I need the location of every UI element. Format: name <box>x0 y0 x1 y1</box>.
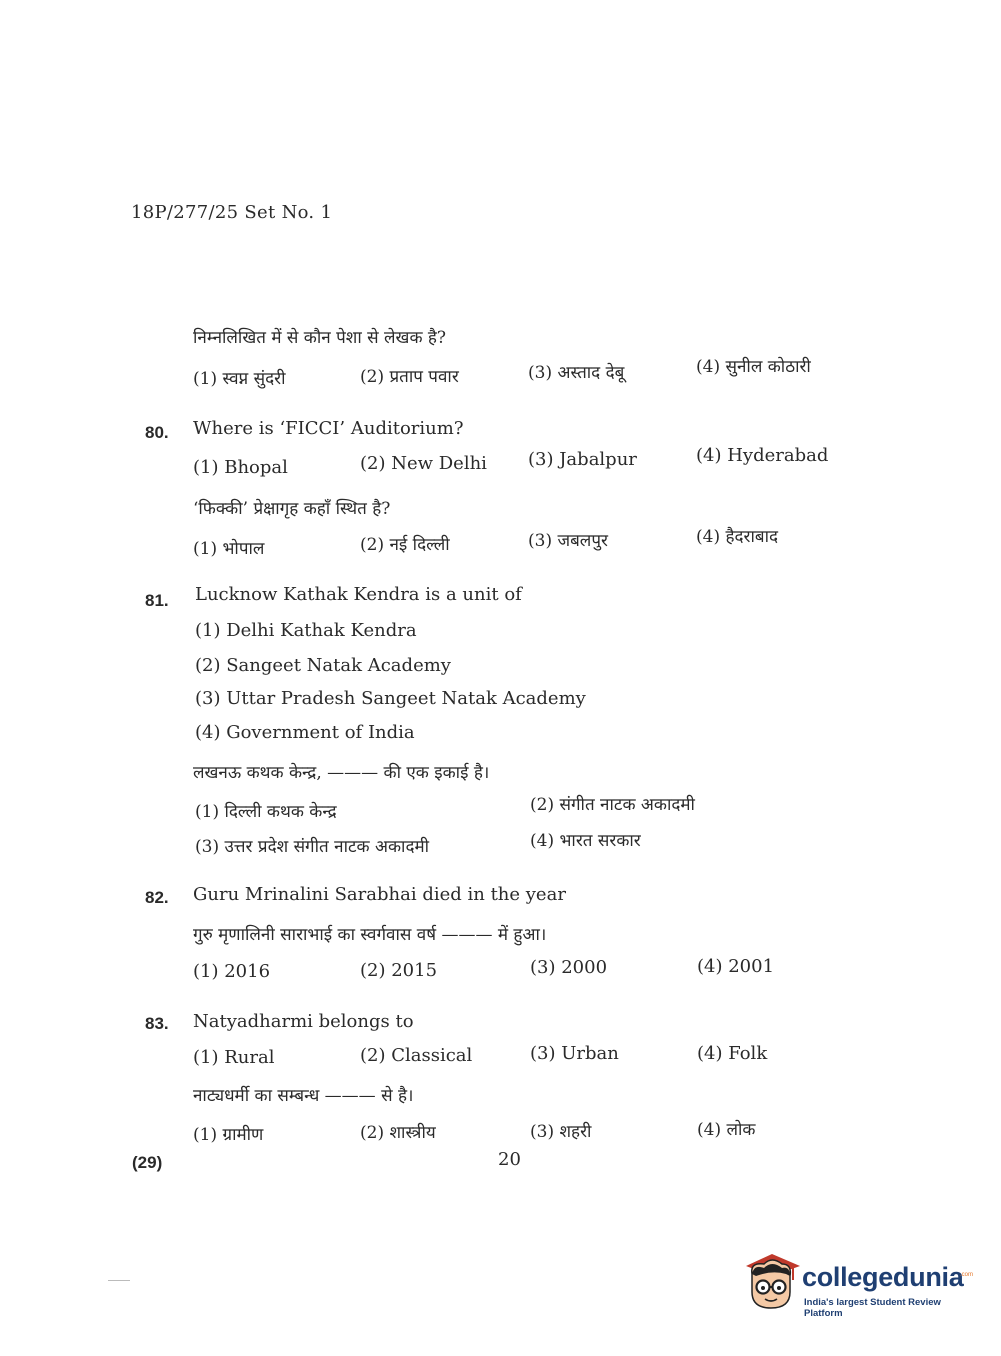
q80-number: 80. <box>145 423 169 442</box>
graduate-mascot-icon <box>742 1252 802 1314</box>
q82-option-2: (2) 2015 <box>360 960 438 981</box>
prev-option-3: (3) अस्ताद देबू <box>528 363 625 383</box>
footer-code: (29) <box>132 1153 163 1172</box>
q81-option-en-1: (1) Delhi Kathak Kendra <box>195 620 417 641</box>
q81-question-hi: लखनऊ कथक केन्द्र, ——— की एक इकाई है। <box>193 763 490 783</box>
q80-option-hi-4: (4) हैदराबाद <box>696 527 779 547</box>
q83-option-hi-4: (4) लोक <box>697 1120 756 1140</box>
q82-question-en: Guru Mrinalini Sarabhai died in the year <box>193 884 566 905</box>
q83-number: 83. <box>145 1014 169 1033</box>
q83-option-hi-3: (3) शहरी <box>530 1122 592 1142</box>
brand-com: .com <box>960 1272 974 1278</box>
q80-option-en-3: (3) Jabalpur <box>528 449 637 470</box>
q83-question-en: Natyadharmi belongs to <box>193 1011 414 1032</box>
paper-code: 18P/277/25 Set No. 1 <box>131 202 333 223</box>
q82-option-1: (1) 2016 <box>193 961 271 982</box>
q83-option-en-3: (3) Urban <box>530 1043 619 1064</box>
brand-tagline: India's largest Student Review Platform <box>804 1297 941 1319</box>
q83-option-en-1: (1) Rural <box>193 1047 275 1068</box>
q80-option-hi-1: (1) भोपाल <box>193 539 265 559</box>
q81-question-en: Lucknow Kathak Kendra is a unit of <box>195 584 522 605</box>
prev-question-hindi: निम्नलिखित में से कौन पेशा से लेखक है? <box>193 328 447 348</box>
q80-question-en: Where is ‘FICCI’ Auditorium? <box>193 418 464 439</box>
q83-question-hi: नाट्यधर्मी का सम्बन्ध ——— से है। <box>193 1086 414 1106</box>
collegedunia-watermark <box>742 1252 972 1322</box>
prev-option-2: (2) प्रताप पवार <box>360 367 459 387</box>
q81-option-en-2: (2) Sangeet Natak Academy <box>195 655 451 676</box>
q82-option-3: (3) 2000 <box>530 957 608 978</box>
q80-option-hi-2: (2) नई दिल्ली <box>360 535 450 555</box>
q82-number: 82. <box>145 888 169 907</box>
q83-option-hi-1: (1) ग्रामीण <box>193 1125 264 1145</box>
stray-mark <box>108 1280 130 1281</box>
q81-number: 81. <box>145 591 169 610</box>
q83-option-hi-2: (2) शास्त्रीय <box>360 1123 436 1143</box>
q81-option-hi-2: (2) संगीत नाटक अकादमी <box>530 795 695 815</box>
q80-option-en-2: (2) New Delhi <box>360 453 487 474</box>
prev-option-4: (4) सुनील कोठारी <box>696 357 811 377</box>
q82-option-4: (4) 2001 <box>697 956 775 977</box>
q81-option-hi-4: (4) भारत सरकार <box>530 831 641 851</box>
q80-option-en-4: (4) Hyderabad <box>696 445 829 466</box>
q81-option-en-3: (3) Uttar Pradesh Sangeet Natak Academy <box>195 688 586 709</box>
q80-question-hi: ‘फिक्की’ प्रेक्षागृह कहाँ स्थित है? <box>193 499 391 519</box>
brand-name: collegedunia <box>802 1262 964 1292</box>
q83-option-en-2: (2) Classical <box>360 1045 473 1066</box>
q80-option-en-1: (1) Bhopal <box>193 457 288 478</box>
q81-option-hi-3: (3) उत्तर प्रदेश संगीत नाटक अकादमी <box>195 837 430 857</box>
prev-option-1: (1) स्वप्न सुंदरी <box>193 369 286 389</box>
q81-option-hi-1: (1) दिल्ली कथक केन्द्र <box>195 802 337 822</box>
q83-option-en-4: (4) Folk <box>697 1043 768 1064</box>
page-number: 20 <box>498 1149 521 1170</box>
q81-option-en-4: (4) Government of India <box>195 722 415 743</box>
q80-option-hi-3: (3) जबलपुर <box>528 531 608 551</box>
q82-question-hi: गुरु मृणालिनी साराभाई का स्वर्गवास वर्ष ——— में हुआ। <box>193 925 547 945</box>
